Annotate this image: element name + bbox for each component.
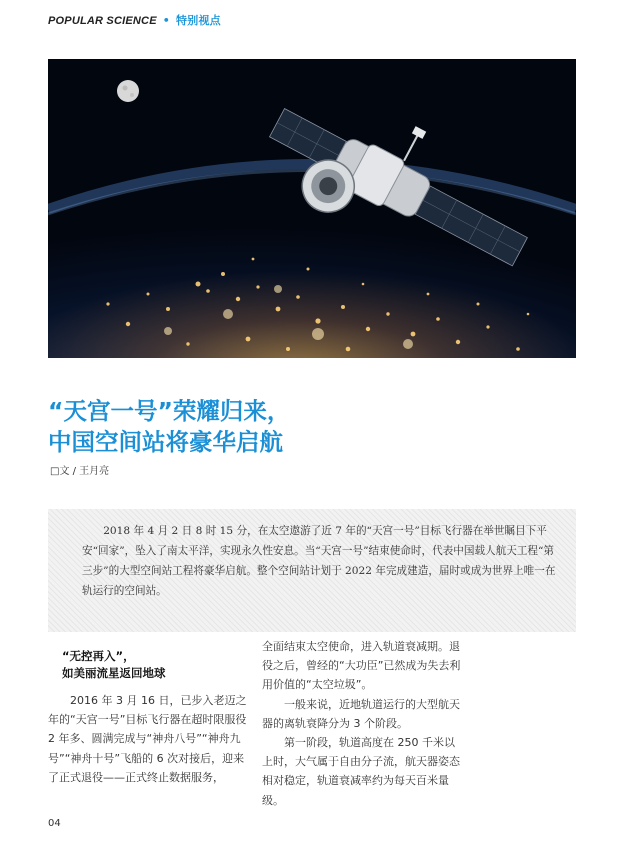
- magazine-brand: POPULAR SCIENCE: [48, 15, 157, 27]
- header-separator: •: [162, 14, 171, 27]
- hero-image-space-station: [48, 59, 576, 358]
- running-header: [48, 12, 221, 28]
- column2-paragraph-1: 全面结束太空使命，进入轨道衰减期。退役之后，曾经的“大功臣”已然成为失去利用价值的“太空垃圾”。: [262, 640, 461, 692]
- column1-paragraph-1: 2016 年 3 月 16 日，已步入老迈之年的“天宫一号”目标飞行器在超时限服役 2 年多、圆满完成与“神舟八号”“神舟九号”“神舟十号”飞船的 6 次对接后，迎来了正式退役——正式终止数据服务，: [48, 694, 247, 784]
- subheading-line-1: “无控再入”，: [62, 649, 135, 663]
- section-subheading: [62, 648, 166, 682]
- section-label: 特别视点: [176, 14, 221, 27]
- moon: [117, 80, 139, 102]
- page-number: 04: [48, 818, 61, 829]
- author-byline: □文 / 王月亮: [50, 466, 110, 477]
- abstract-text: 2018 年 4 月 2 日 8 时 15 分，在太空遨游了近 7 年的“天宫一号”目标飞行器在举世瞩目下平安“回家”，坠入了南太平洋，实现永久性安息。当“天宫一号”结束使命时，代表中国载人航天工程“第三步”的大型空间站工程将豪华启航。整个空间站计划于 2022 年完成建造，届时或成为世界上唯一在轨运行的空间站。: [82, 525, 556, 597]
- body-column-2: [262, 637, 462, 810]
- article-title: [48, 396, 290, 458]
- body-column-1: [48, 691, 248, 787]
- title-line-1: “天宫一号”荣耀归来，: [48, 397, 291, 425]
- column2-paragraph-3: 第一阶段，轨道高度在 250 千米以上时，大气属于自由分子流，航天器姿态相对稳定，轨道衰减率约为每天百米量级。: [262, 736, 460, 807]
- earth-night-illustration: [48, 59, 576, 358]
- subheading-line-2: 如美丽流星返回地球: [62, 666, 166, 680]
- column2-paragraph-2: 一般来说，近地轨道运行的大型航天器的离轨衰降分为 3 个阶段。: [262, 697, 460, 730]
- title-line-2: 中国空间站将豪华启航: [48, 428, 283, 456]
- article-abstract: [48, 509, 576, 632]
